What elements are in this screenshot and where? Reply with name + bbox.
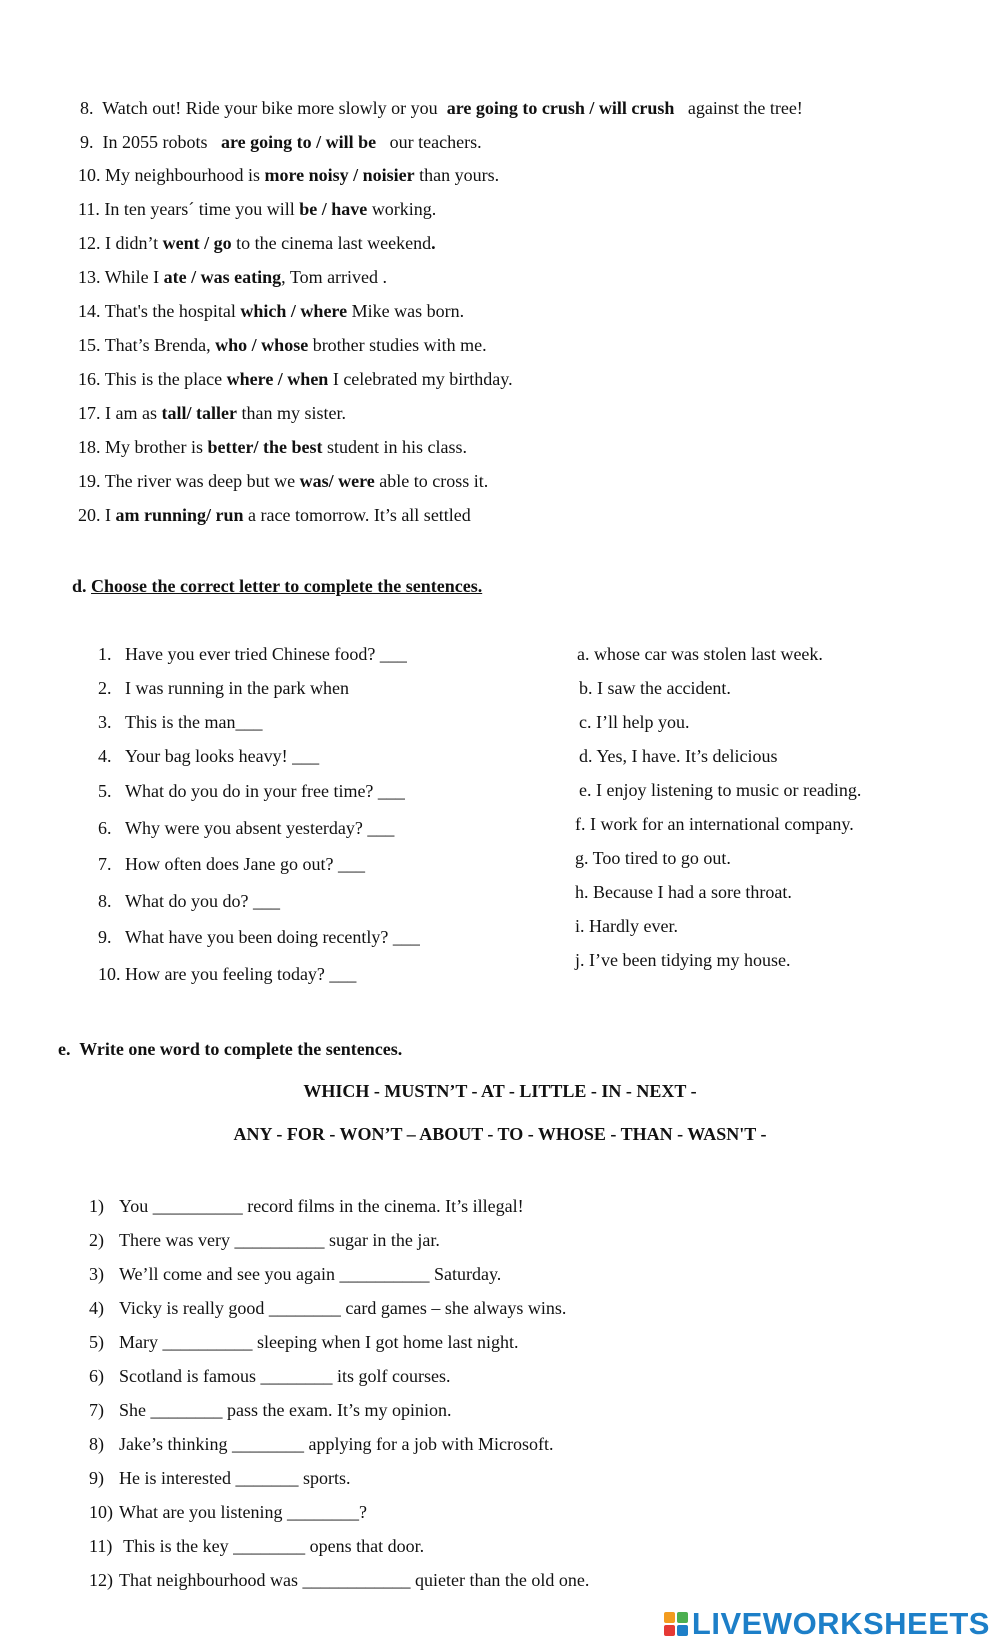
d-question-10: 10. How are you feeling today? ___ <box>98 964 357 984</box>
e-item-2: 2) There was very __________ sugar in the jar. <box>89 1230 440 1250</box>
word-bank-line-2: ANY - FOR - WON’T – ABOUT - TO - WHOSE - THAN - WASN'T - <box>233 1124 767 1144</box>
logo-square-orange <box>664 1612 675 1623</box>
d-answer-j: j. I’ve been tidying my house. <box>575 950 791 970</box>
logo-squares-icon <box>664 1612 688 1636</box>
word-bank-line-1: WHICH - MUSTN’T - AT - LITTLE - IN - NEXT - <box>303 1081 697 1101</box>
d-question-5: 5. What do you do in your free time? ___ <box>98 781 405 801</box>
d-question-2: 2. I was running in the park when <box>98 678 349 698</box>
d-answer-i: i. Hardly ever. <box>575 916 678 936</box>
e-item-10: 10) What are you listening ________? <box>89 1502 367 1522</box>
d-answer-d: d. Yes, I have. It’s delicious <box>579 746 778 766</box>
logo-square-green <box>677 1612 688 1623</box>
liveworksheets-logo <box>664 1606 990 1642</box>
d-answer-g: g. Too tired to go out. <box>575 848 731 868</box>
c-item-8: 8. Watch out! Ride your bike more slowly or you are going to crush / will crush against the tree! <box>80 98 803 118</box>
e-item-1: 1) You __________ record films in the cinema. It’s illegal! <box>89 1196 524 1216</box>
d-answer-b: b. I saw the accident. <box>579 678 731 698</box>
d-answer-f: f. I work for an international company. <box>575 814 854 834</box>
section-d-heading: d. Choose the correct letter to complete the sentences. <box>72 576 483 596</box>
e-item-7: 7) She ________ pass the exam. It’s my opinion. <box>89 1400 452 1420</box>
d-answer-e: e. I enjoy listening to music or reading. <box>579 780 862 800</box>
e-item-3: 3) We’ll come and see you again __________ Saturday. <box>89 1264 502 1284</box>
logo-square-red <box>664 1625 675 1636</box>
c-item-19: 19. The river was deep but we was/ were able to cross it. <box>78 471 489 491</box>
d-answer-c: c. I’ll help you. <box>579 712 690 732</box>
c-item-14: 14. That's the hospital which / where Mike was born. <box>78 301 465 321</box>
e-item-6: 6) Scotland is famous ________ its golf courses. <box>89 1366 451 1386</box>
c-item-15: 15. That’s Brenda, who / whose brother studies with me. <box>78 335 487 355</box>
e-item-9: 9) He is interested _______ sports. <box>89 1468 351 1488</box>
d-question-1: 1. Have you ever tried Chinese food? ___ <box>98 644 407 664</box>
e-item-5: 5) Mary __________ sleeping when I got home last night. <box>89 1332 519 1352</box>
c-item-20: 20. I am running/ run a race tomorrow. It’s all settled <box>78 505 471 525</box>
c-item-10: 10. My neighbourhood is more noisy / noisier than yours. <box>78 165 500 185</box>
c-item-17: 17. I am as tall/ taller than my sister. <box>78 403 346 423</box>
c-item-12: 12. I didn’t went / go to the cinema last weekend. <box>78 233 436 253</box>
c-item-13: 13. While I ate / was eating, Tom arrived . <box>78 267 388 287</box>
e-item-12: 12) That neighbourhood was ____________ quieter than the old one. <box>89 1570 590 1590</box>
d-question-4: 4. Your bag looks heavy! ___ <box>98 746 320 766</box>
c-item-16: 16. This is the place where / when I celebrated my birthday. <box>78 369 513 389</box>
d-answer-a: a. whose car was stolen last week. <box>577 644 823 664</box>
logo-text: LIVEWORKSHEETS <box>691 1606 990 1641</box>
d-question-6: 6. Why were you absent yesterday? ___ <box>98 818 395 838</box>
logo-square-blue <box>677 1625 688 1636</box>
c-item-18: 18. My brother is better/ the best student in his class. <box>78 437 467 457</box>
d-answer-h: h. Because I had a sore throat. <box>575 882 792 902</box>
c-item-11: 11. In ten years´ time you will be / have working. <box>78 199 437 219</box>
e-item-8: 8) Jake’s thinking ________ applying for a job with Microsoft. <box>89 1434 554 1454</box>
section-e-heading: e. Write one word to complete the sentences. <box>58 1039 403 1059</box>
d-question-7: 7. How often does Jane go out? ___ <box>98 854 365 874</box>
d-question-9: 9. What have you been doing recently? ___ <box>98 927 420 947</box>
d-question-3: 3. This is the man___ <box>98 712 263 732</box>
e-item-11: 11) This is the key ________ opens that door. <box>89 1536 425 1556</box>
e-item-4: 4) Vicky is really good ________ card games – she always wins. <box>89 1298 567 1318</box>
c-item-9: 9. In 2055 robots are going to / will be our teachers. <box>80 132 482 152</box>
d-question-8: 8. What do you do? ___ <box>98 891 280 911</box>
